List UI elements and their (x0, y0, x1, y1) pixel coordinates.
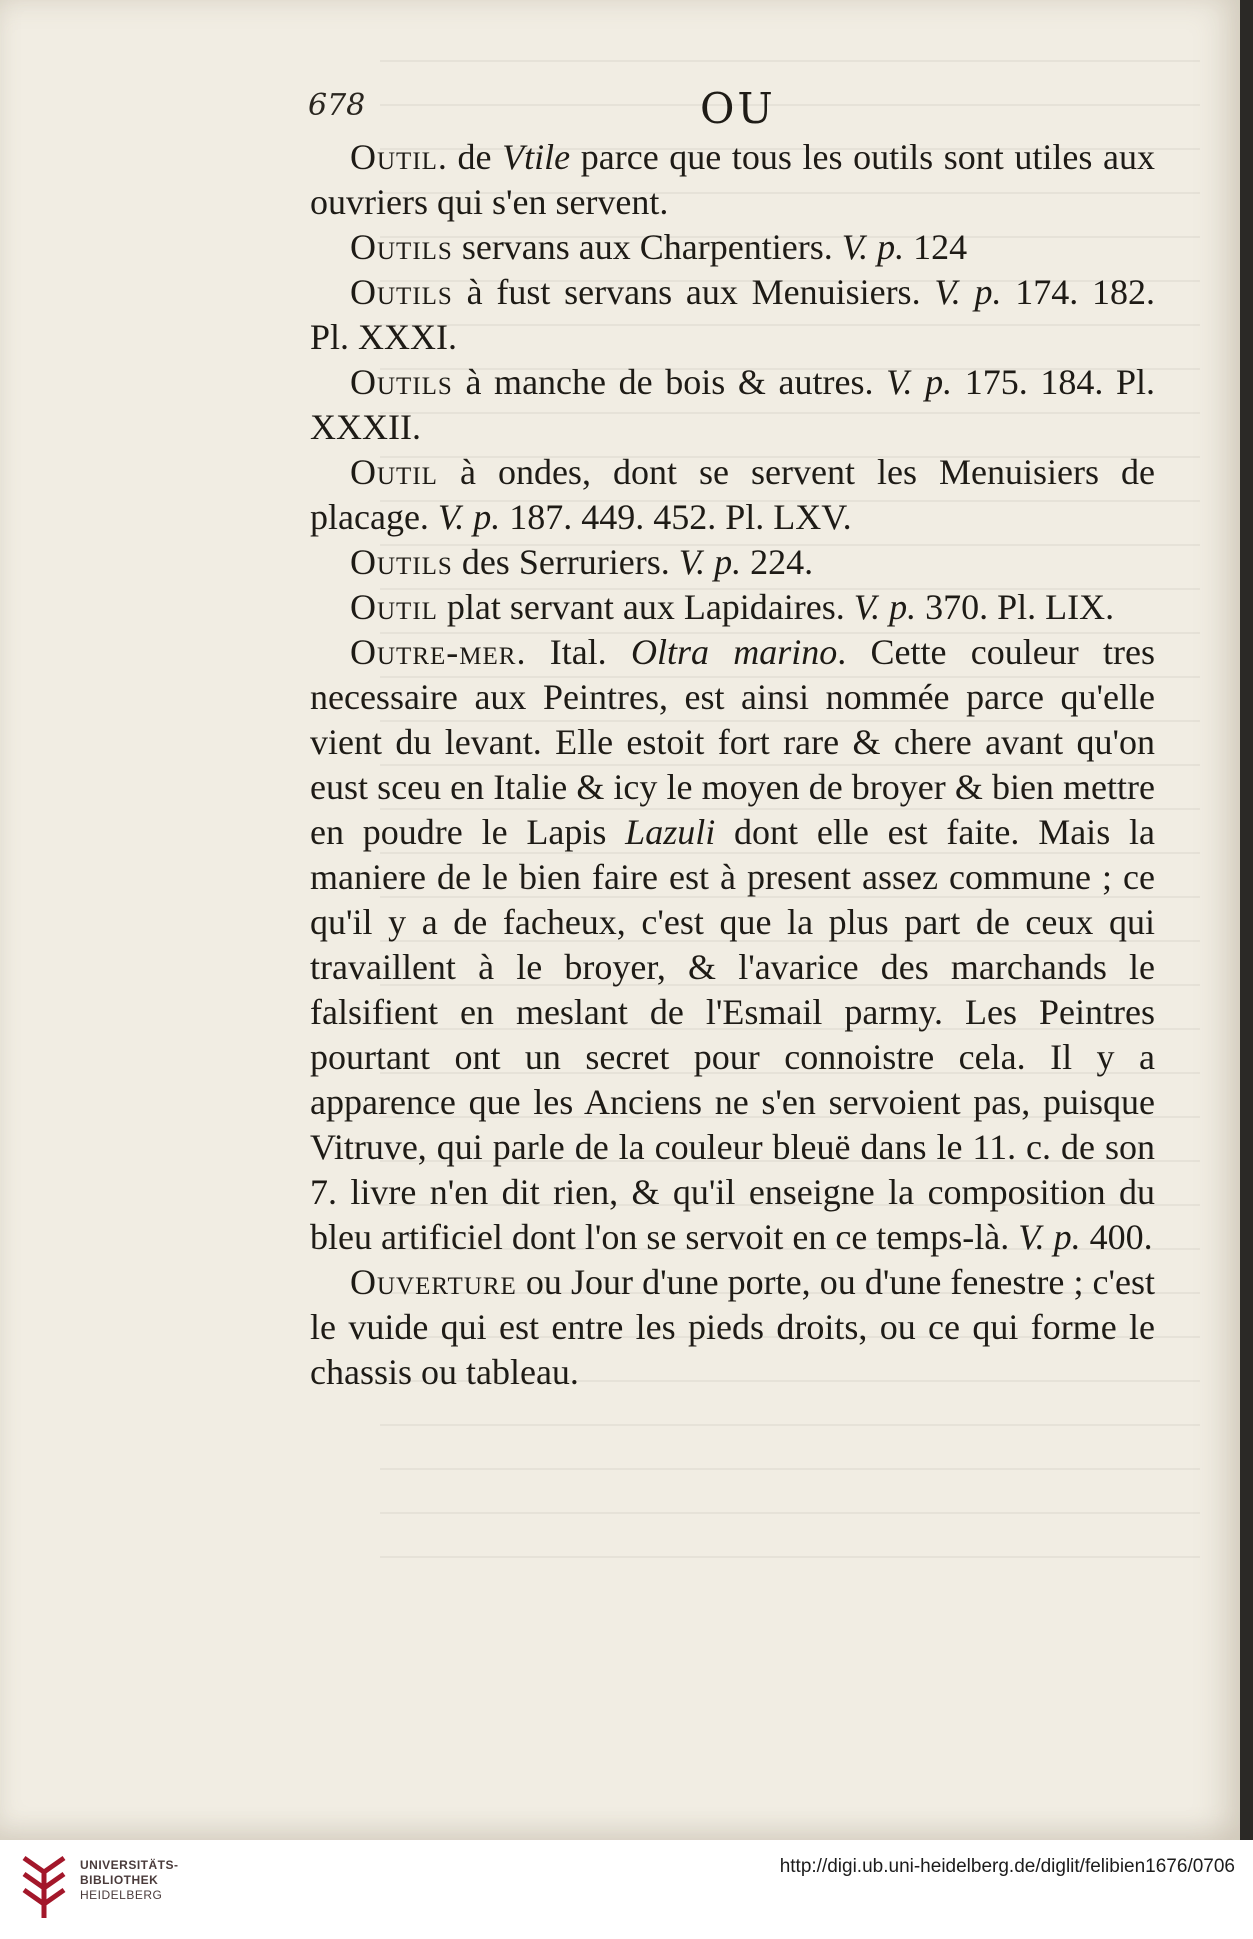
entry-text: . Cette couleur tres necessaire aux Peintres, est ainsi nommée parce qu'elle vient du levant. Elle estoit fort rare & chere avant qu'on eust sceu en Italie & icy le moyen de broyer & bien mettre en poudre le Lapis (310, 632, 1155, 852)
page-number: 678 (308, 88, 366, 123)
library-line: UNIVERSITÄTS- (80, 1858, 179, 1872)
entry-text: parce que tous les outils sont utiles aux ouvriers qui s'en servent. (310, 137, 1156, 222)
entry-text: à ondes, dont se servent les Menuisiers de placage. (310, 452, 1155, 537)
entry-italic: Vtile (502, 137, 571, 177)
entry-head: Outil (350, 137, 438, 177)
entry-text: 124 (904, 227, 968, 267)
running-head: OU (700, 84, 776, 133)
entry-italic: V. p. (886, 362, 953, 402)
entry-head: Outil (350, 452, 438, 492)
entry-head: Outil (350, 587, 438, 627)
page-header (300, 80, 1160, 140)
library-name (80, 1858, 179, 1903)
entry-text: 175. 184. Pl. XXXII. (310, 362, 1155, 447)
digitization-footer (0, 1840, 1253, 1939)
entry-head: Outils (350, 542, 453, 582)
entry-italic: V. p. (1018, 1217, 1081, 1257)
entry-text: . de (437, 137, 503, 177)
entry-outil-plat (310, 585, 1155, 630)
entry-head: Outils (350, 362, 453, 402)
entry-text: 187. 449. 452. Pl. LXV. (500, 497, 852, 537)
entry-italic: V. p. (853, 587, 917, 627)
entry-text: dont elle est faite. Mais la maniere de le bien faire est à present assez commune ; ce qu'il y a de facheux, c'est que la plus part de ceux qui travaillent à le broyer, & l'avarice des marchands le falsifient en meslant de l'Esmail parmy. Les Peintres pourtant ont un secret pour connoistre cela. Il y a apparence que les Anciens ne s'en servoient pas, puisque Vitruve, qui parle de la couleur bleuë dans le 11. c. de son 7. livre n'en dit rien, & qu'il enseigne la composition du bleu artificiel dont l'on se servoit en ce temps-là. (310, 812, 1155, 1257)
entry-outils-manche (310, 360, 1155, 450)
entry-text: . Ital. (516, 632, 631, 672)
entry-text: 400. (1080, 1217, 1153, 1257)
entry-outre-mer (310, 630, 1155, 1260)
entry-italic: Oltra marino (630, 632, 838, 672)
entry-head: Ouverture (350, 1262, 517, 1302)
entry-outil-vtile (310, 135, 1155, 225)
entry-text: à fust servans aux Menuisiers. (452, 272, 935, 312)
entry-text: plat servant aux Lapidaires. (437, 587, 854, 627)
entry-text: 224. (741, 542, 814, 582)
entry-text: 174. 182. Pl. XXXI. (310, 272, 1156, 357)
library-logo-icon (18, 1852, 70, 1924)
entry-italic: V. p. (437, 497, 501, 537)
source-url-link[interactable]: http://digi.ub.uni-heidelberg.de/diglit/felibien1676/0706 (779, 1856, 1235, 1877)
entry-ouverture (310, 1260, 1155, 1395)
entry-outils-serruriers (310, 540, 1155, 585)
entry-italic: Lazuli (625, 812, 716, 852)
library-line: HEIDELBERG (80, 1888, 163, 1902)
entry-italic: V. p. (934, 272, 1002, 312)
entry-outils-charpentiers (310, 225, 1155, 270)
entry-outil-ondes (310, 450, 1155, 540)
entry-text: des Serruriers. (452, 542, 679, 582)
library-line: BIBLIOTHEK (80, 1873, 159, 1887)
entry-text: à manche de bois & autres. (452, 362, 887, 402)
entry-head: Outils (350, 272, 453, 312)
entry-head: Outre-mer (350, 632, 517, 672)
entry-head: Outils (350, 227, 453, 267)
entry-italic: V. p. (841, 227, 905, 267)
entry-text: 370. Pl. LIX. (916, 587, 1115, 627)
entry-text: ou Jour d'une porte, ou d'une fenestre ; c'est le vuide qui est entre les pieds droits, ou ce qui forme le chassis ou tableau. (310, 1262, 1155, 1392)
entry-outils-menuisiers (310, 270, 1155, 360)
dictionary-text (310, 135, 1155, 1395)
entry-italic: V. p. (678, 542, 742, 582)
entry-text: servans aux Charpentiers. (452, 227, 842, 267)
